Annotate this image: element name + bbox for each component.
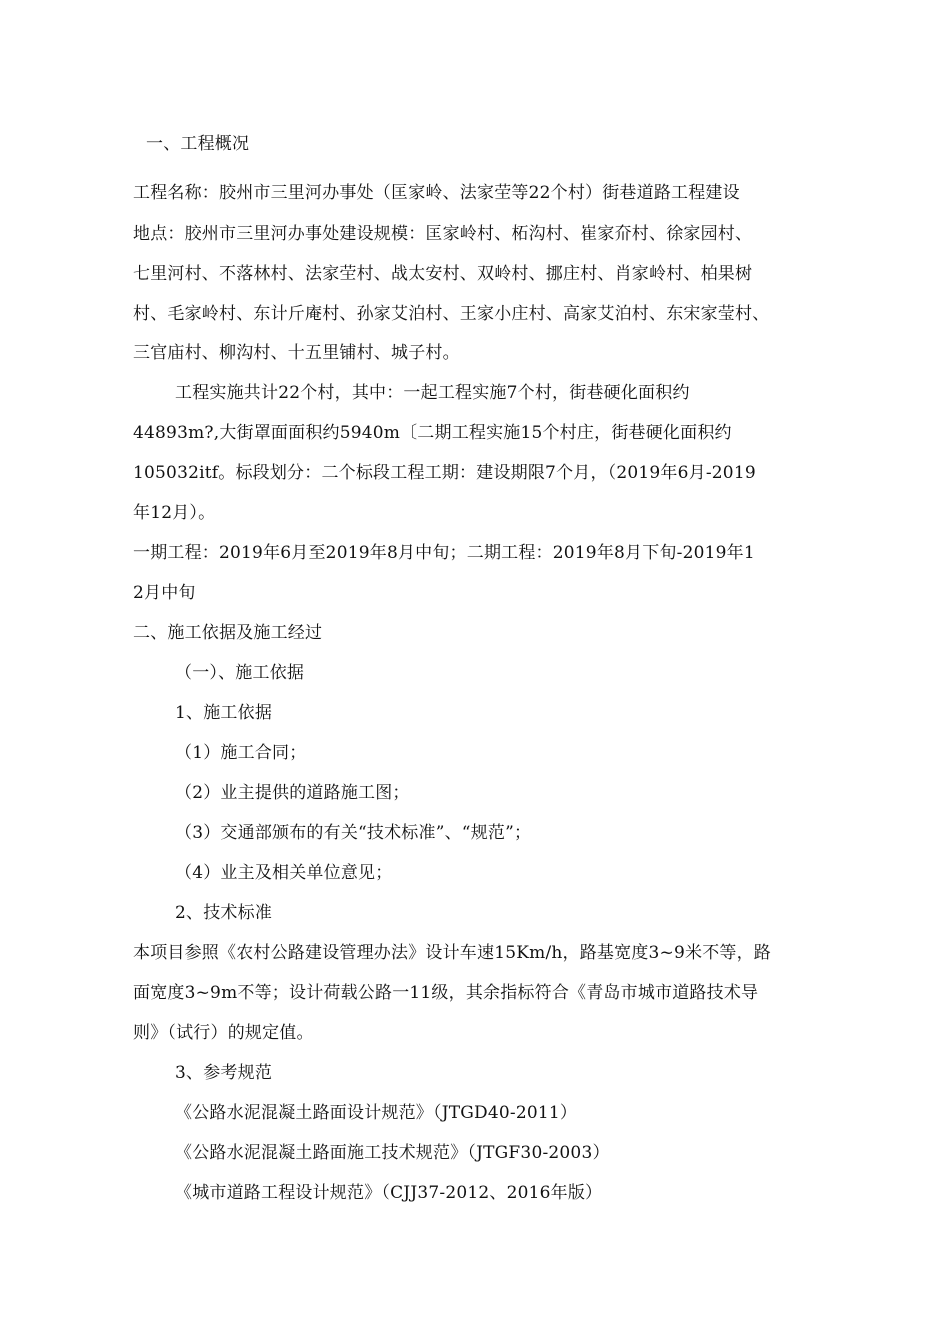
implementation-line-1: 工程实施共计22个村，其中：一起工程实施7个村，街巷硬化面积约 [175, 383, 690, 403]
basis-item: （4）业主及相关单位意见； [175, 863, 393, 883]
implementation-line-3: 105032itf。标段划分：二个标段工程工期：建设期限7个月，（2019年6月-2019 [133, 463, 756, 483]
basis-item: （1）施工合同； [175, 743, 307, 763]
standard-line-3: 则》（试行）的规定值。 [133, 1023, 314, 1043]
section2-heading: 二、施工依据及施工经过 [133, 623, 323, 643]
phase-line-2: 2月中旬 [133, 583, 196, 603]
implementation-line-2: 44893m?,大街罩面面积约5940m〔二期工程实施15个村庄，街巷硬化面积约 [133, 423, 732, 443]
item3-heading: 3、参考规范 [175, 1063, 273, 1083]
item2-heading: 2、技术标准 [175, 903, 273, 923]
reference-item: 《城市道路工程设计规范》（CJJ37-2012、2016年版） [175, 1183, 603, 1203]
item1-heading: 1、施工依据 [175, 703, 273, 723]
standard-line-1: 本项目参照《农村公路建设管理办法》设计车速15Km/h，路基宽度3~9米不等，路 [133, 943, 772, 963]
location-line-1: 地点：胶州市三里河办事处建设规模：匡家岭村、柘沟村、崔家夼村、徐家园村、 [133, 224, 753, 244]
reference-item: 《公路水泥混凝土路面设计规范》（JTGD40-2011） [175, 1103, 578, 1123]
phase-line-1: 一期工程：2019年6月至2019年8月中旬；二期工程：2019年8月下旬-2019年1 [133, 543, 755, 563]
basis-item: （3）交通部颁布的有关“技术标准”、“规范”； [175, 823, 532, 843]
location-line-2: 七里河村、不落林村、法家茔村、战太安村、双岭村、挪庄村、肖家岭村、柏果树 [133, 264, 753, 284]
standard-line-2: 面宽度3~9m不等；设计荷载公路一11级，其余指标符合《青岛市城市道路技术导 [133, 983, 759, 1003]
reference-item: 《公路水泥混凝土路面施工技术规范》（JTGF30-2003） [175, 1143, 610, 1163]
basis-item: （2）业主提供的道路施工图； [175, 783, 410, 803]
location-line-3: 村、毛家岭村、东计斤庵村、孙家艾泊村、王家小庄村、高家艾泊村、东宋家莹村、 [133, 304, 770, 324]
implementation-line-4: 年12月）。 [133, 503, 216, 523]
section1-heading: 一、工程概况 [146, 134, 250, 154]
subsection1-heading: （一）、施工依据 [175, 663, 305, 683]
project-name-line: 工程名称：胶州市三里河办事处（匡家岭、法家茔等22个村）街巷道路工程建设 [133, 183, 740, 203]
location-line-4: 三官庙村、柳沟村、十五里铺村、城子村。 [133, 343, 460, 363]
